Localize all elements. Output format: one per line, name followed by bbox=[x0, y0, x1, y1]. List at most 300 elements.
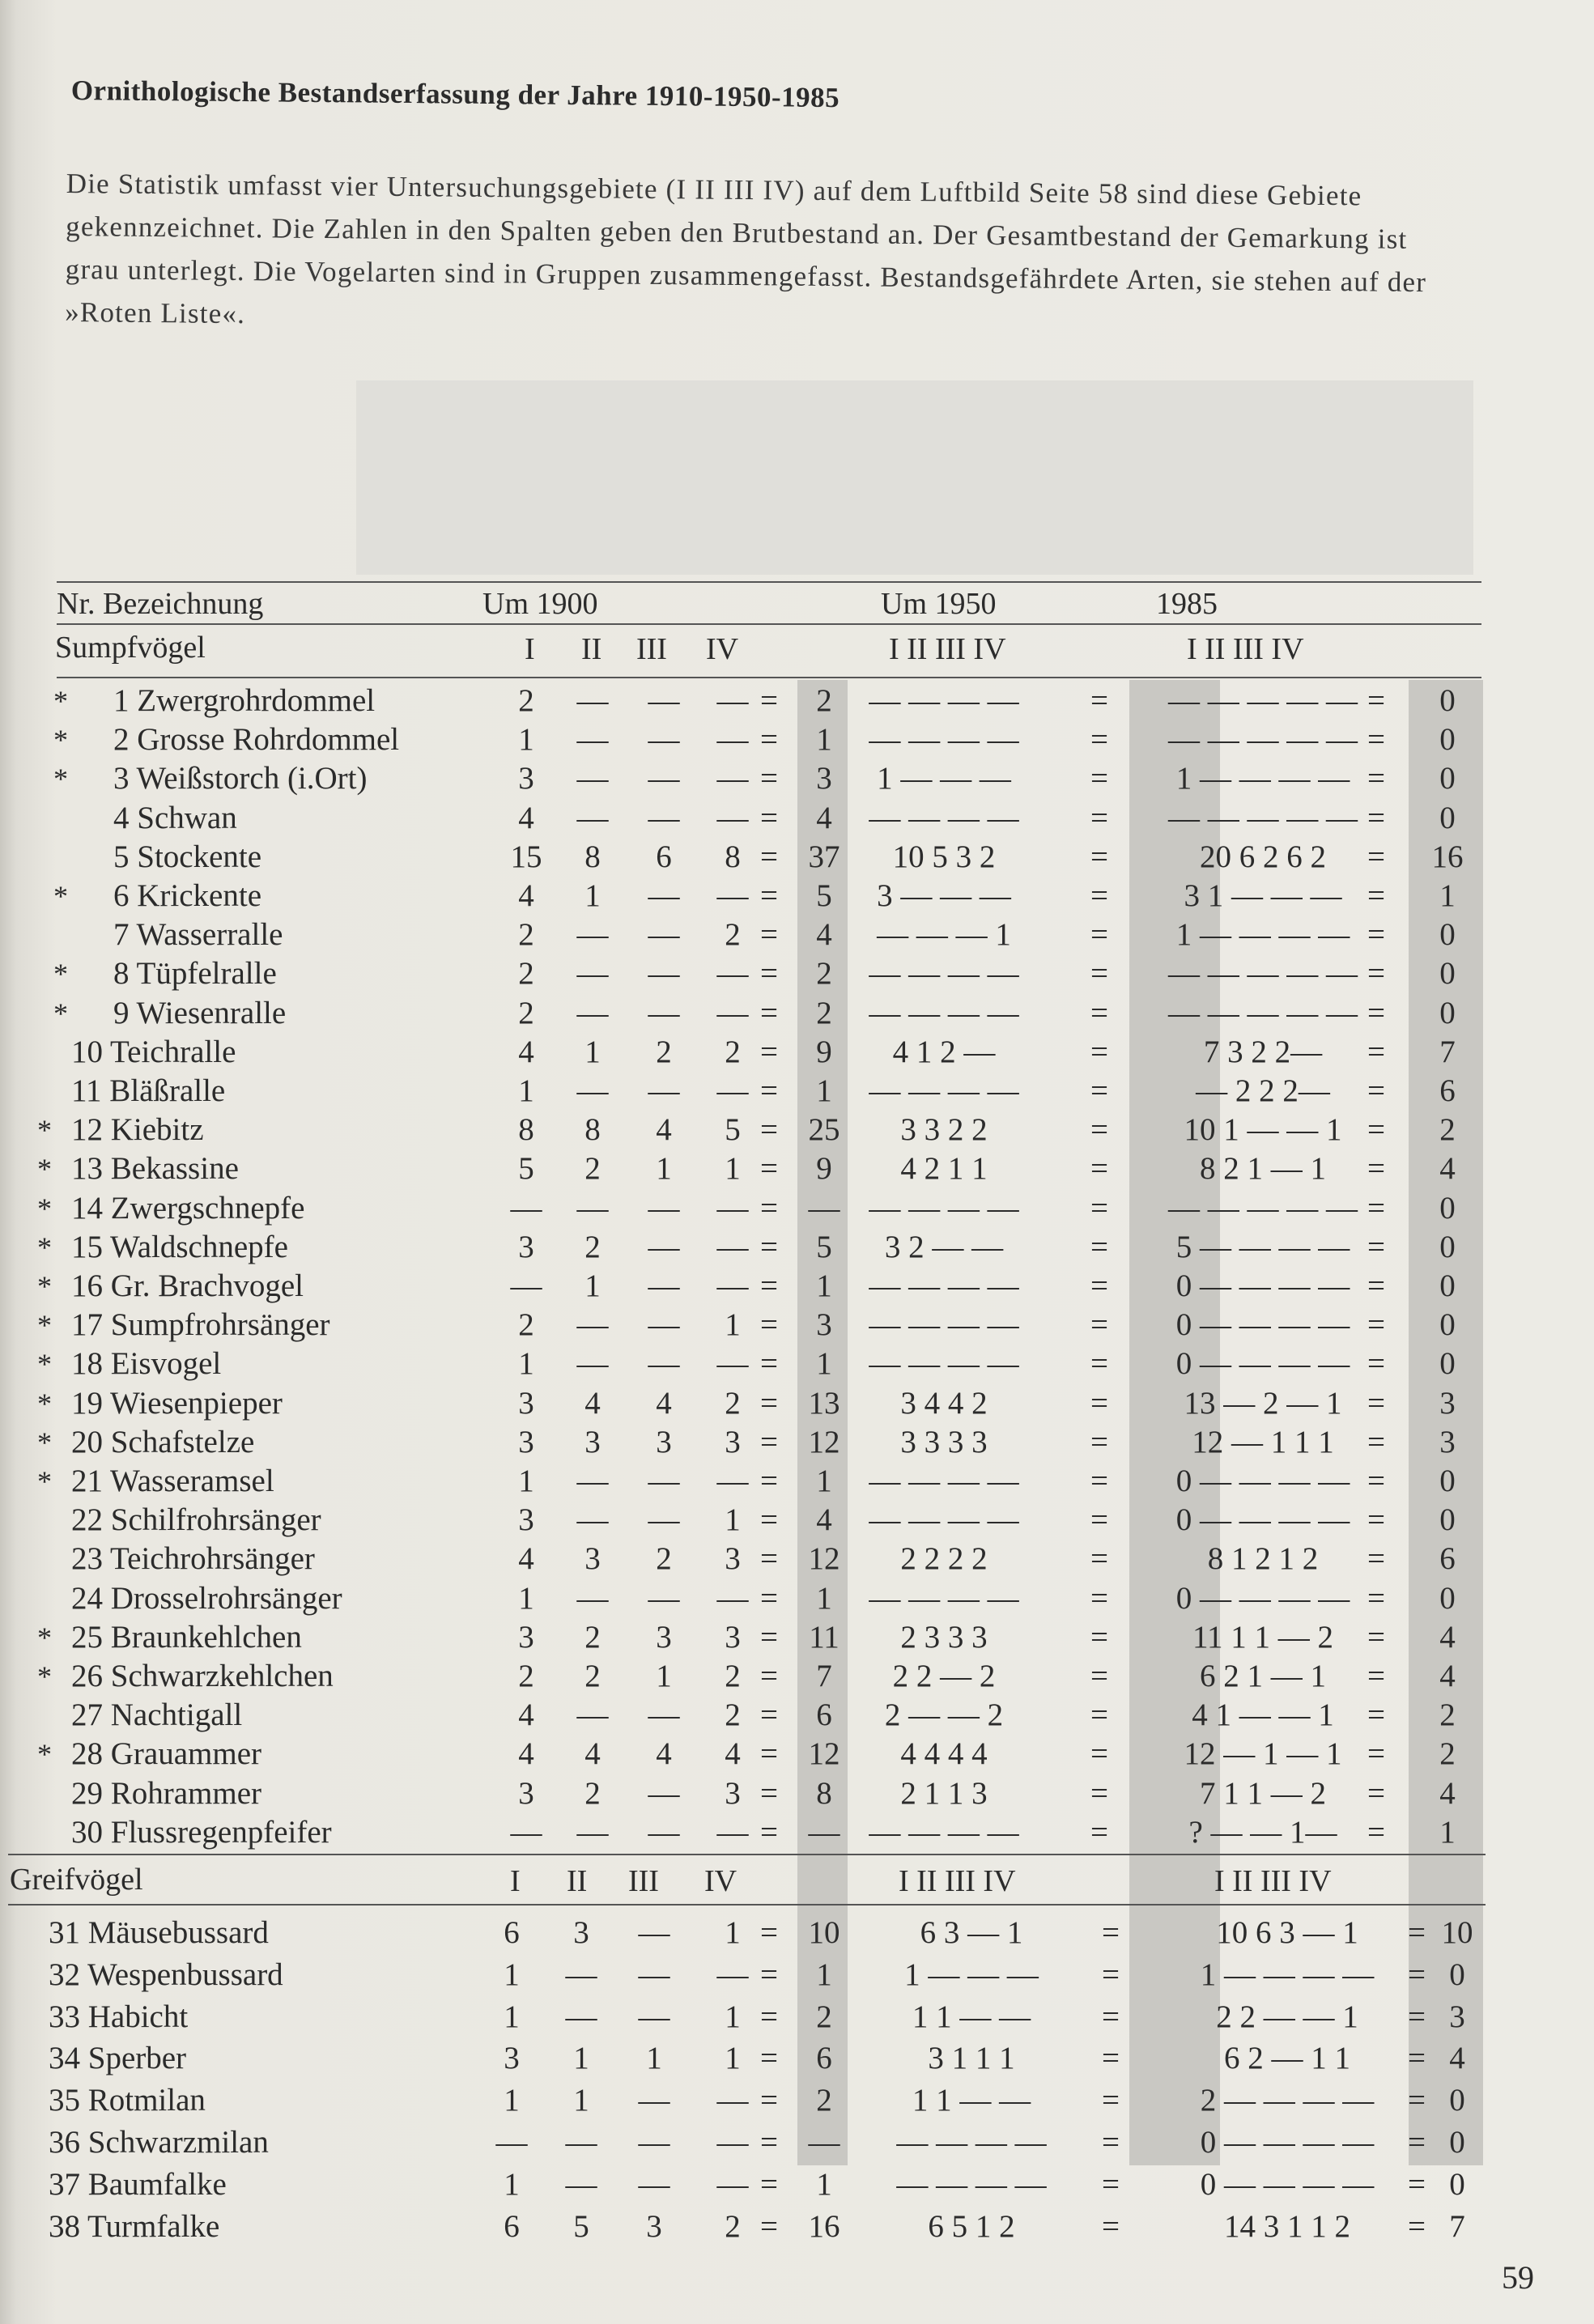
table-row bbox=[0, 1345, 1594, 1383]
count-1900: — bbox=[716, 995, 749, 1030]
species-name: 25 Braunkehlchen bbox=[71, 1619, 302, 1655]
table-row bbox=[0, 1384, 1594, 1423]
counts-1985: 0 — — — — bbox=[1175, 1268, 1350, 1303]
total-1900: 3 bbox=[816, 1307, 832, 1343]
counts-1985: 5 — — — — bbox=[1175, 1229, 1350, 1264]
table-row bbox=[0, 1914, 1594, 1952]
total-1985: 10 bbox=[1441, 1915, 1473, 1950]
counts-1950: 6 5 1 2 bbox=[928, 2208, 1015, 2244]
table-row bbox=[0, 1228, 1594, 1267]
total-1900: 1 bbox=[816, 2166, 832, 2202]
total-1985: 2 bbox=[1439, 1697, 1456, 1733]
count-1900: — bbox=[576, 1190, 609, 1226]
equals-sign: = bbox=[760, 1580, 778, 1616]
total-1985: 0 bbox=[1439, 800, 1456, 835]
total-1985: 0 bbox=[1449, 2166, 1465, 2202]
count-1900: 1 bbox=[584, 1034, 601, 1069]
total-1985: 0 bbox=[1439, 1307, 1456, 1343]
count-1900: — bbox=[716, 956, 749, 992]
count-1900: 1 bbox=[518, 1346, 534, 1382]
count-1900: 3 bbox=[584, 1541, 601, 1577]
table-row bbox=[0, 799, 1594, 838]
equals-sign: = bbox=[1367, 1619, 1385, 1655]
count-1900: — bbox=[716, 878, 749, 913]
counts-1950: 4 2 1 1 bbox=[900, 1151, 988, 1187]
count-1900: — bbox=[510, 1268, 542, 1303]
counts-1950: — — — — bbox=[869, 722, 1019, 758]
count-1900: — bbox=[576, 1464, 609, 1498]
count-1900: 6 bbox=[504, 2208, 520, 2244]
total-1900: 4 bbox=[816, 917, 832, 953]
counts-1985: 7 3 2 2— bbox=[1203, 1034, 1323, 1069]
species-name: 35 Rotmilan bbox=[49, 2083, 206, 2118]
count-1900: — bbox=[716, 1073, 749, 1108]
count-1900: — bbox=[565, 1999, 597, 2034]
total-1900: — bbox=[808, 1814, 840, 1850]
counts-1985: 13 — 2 — 1 bbox=[1184, 1385, 1342, 1421]
count-1900: — bbox=[576, 1697, 609, 1733]
group-rule-top bbox=[8, 1854, 1486, 1855]
table-row bbox=[0, 1111, 1594, 1149]
count-1900: 4 bbox=[656, 1112, 672, 1148]
total-1900: 12 bbox=[808, 1736, 840, 1772]
counts-1985: 11 1 1 — 2 bbox=[1192, 1619, 1334, 1655]
total-1985: 0 bbox=[1439, 1580, 1456, 1616]
count-1900: 2 bbox=[518, 956, 534, 992]
count-1900: 1 bbox=[656, 1151, 672, 1187]
counts-1950: — — — — bbox=[869, 1502, 1019, 1538]
total-1985: 16 bbox=[1431, 839, 1464, 874]
count-1900: — bbox=[716, 722, 749, 758]
count-1900: — bbox=[576, 995, 609, 1030]
total-1900: 9 bbox=[816, 1034, 832, 1069]
species-name: 29 Rohrammer bbox=[71, 1775, 262, 1811]
counts-1950: — — — — bbox=[869, 1190, 1019, 1226]
total-1900: 4 bbox=[816, 1502, 832, 1538]
equals-sign: = bbox=[1090, 1619, 1108, 1655]
count-1900: 4 bbox=[725, 1736, 741, 1772]
equals-sign: = bbox=[760, 1190, 778, 1226]
table-row bbox=[0, 1956, 1594, 1995]
red-list-marker: * bbox=[53, 958, 68, 991]
species-name: 11 Bläßralle bbox=[71, 1073, 226, 1108]
counts-1950: 1 1 — — bbox=[912, 1999, 1031, 2034]
equals-sign: = bbox=[1090, 1073, 1108, 1108]
total-1900: — bbox=[808, 2125, 840, 2160]
equals-sign: = bbox=[1408, 1999, 1426, 2034]
count-1900: 3 bbox=[573, 1915, 589, 1950]
equals-sign: = bbox=[760, 722, 778, 758]
equals-sign: = bbox=[1090, 878, 1108, 913]
counts-1985: 20 6 2 6 2 bbox=[1200, 839, 1326, 874]
equals-sign: = bbox=[760, 1229, 778, 1264]
count-1900: 1 bbox=[504, 1999, 520, 2034]
count-1900: — bbox=[716, 761, 749, 797]
total-1900: 2 bbox=[816, 995, 832, 1030]
table-row bbox=[0, 916, 1594, 954]
total-1985: 0 bbox=[1439, 1190, 1456, 1226]
equals-sign: = bbox=[1090, 1268, 1108, 1303]
intro-paragraph: Die Statistik umfasst vier Untersuchungsgebiete (I II III IV) auf dem Luftbild Seite 58 sind diese Gebiete gekennzeichnet. Die Zahlen in den Spalten geben den Brutbestand an. Der Gesamtbestand der Gemarkung ist grau unterlegt. Die Vogelarten sind in Gruppen zusammengefasst. Bestandsgefährdete Arten, sie stehen auf der »Roten Liste«. bbox=[65, 167, 1427, 330]
area-header: III bbox=[636, 632, 667, 666]
equals-sign: = bbox=[1367, 800, 1385, 835]
total-1985: 0 bbox=[1439, 1229, 1456, 1264]
counts-1950: 1 — — — bbox=[877, 761, 1011, 797]
count-1900: 2 bbox=[725, 1697, 741, 1733]
area-header-1950: I II III IV bbox=[889, 632, 1006, 666]
table-row bbox=[0, 1149, 1594, 1188]
count-1900: 8 bbox=[725, 839, 741, 874]
count-1900: 2 bbox=[725, 1034, 741, 1069]
count-1900: — bbox=[576, 1580, 609, 1616]
equals-sign: = bbox=[760, 1541, 778, 1577]
table-row bbox=[0, 1618, 1594, 1657]
equals-sign: = bbox=[1367, 1464, 1385, 1498]
red-list-marker: * bbox=[53, 996, 68, 1030]
table-row bbox=[0, 1501, 1594, 1540]
species-name: 4 Schwan bbox=[113, 800, 237, 835]
equals-sign: = bbox=[1090, 1385, 1108, 1421]
count-1900: 4 bbox=[656, 1736, 672, 1772]
equals-sign: = bbox=[760, 761, 778, 797]
total-1900: 16 bbox=[808, 2208, 840, 2244]
table-row bbox=[0, 1579, 1594, 1618]
counts-1985: — — — — — bbox=[1168, 800, 1358, 835]
red-list-marker: * bbox=[37, 1387, 52, 1420]
count-1900: — bbox=[716, 1814, 749, 1850]
table-row bbox=[0, 1696, 1594, 1735]
count-1900: — bbox=[638, 1999, 670, 2034]
count-1900: 6 bbox=[656, 839, 672, 874]
count-1900: 2 bbox=[725, 2208, 741, 2244]
equals-sign: = bbox=[1367, 1502, 1385, 1538]
equals-sign: = bbox=[1090, 761, 1108, 797]
equals-sign: = bbox=[1090, 1502, 1108, 1538]
species-name: 14 Zwergschnepfe bbox=[71, 1190, 305, 1226]
counts-1950: — — — — bbox=[869, 683, 1019, 718]
counts-1985: 0 — — — — bbox=[1175, 1580, 1350, 1616]
red-list-marker: * bbox=[37, 1738, 52, 1771]
counts-1985: 10 6 3 — 1 bbox=[1216, 1915, 1358, 1950]
equals-sign: = bbox=[1090, 800, 1108, 835]
equals-sign: = bbox=[1408, 1915, 1426, 1950]
count-1900: 5 bbox=[725, 1112, 741, 1148]
count-1900: 2 bbox=[656, 1541, 672, 1577]
red-list-marker: * bbox=[53, 880, 68, 912]
counts-1985: 12 — 1 1 1 bbox=[1192, 1424, 1334, 1459]
total-1900: 8 bbox=[816, 1775, 832, 1811]
count-1900: — bbox=[576, 722, 609, 758]
equals-sign: = bbox=[1102, 2166, 1120, 2202]
total-1900: — bbox=[808, 1190, 840, 1226]
count-1900: 1 bbox=[584, 878, 601, 913]
equals-sign: = bbox=[760, 1775, 778, 1811]
count-1900: — bbox=[565, 2125, 597, 2160]
table-row bbox=[0, 1072, 1594, 1111]
counts-1985: 4 1 — — 1 bbox=[1192, 1697, 1334, 1733]
count-1900: 3 bbox=[725, 1424, 741, 1459]
counts-1985: — 2 2 2— bbox=[1196, 1073, 1330, 1108]
total-1985: 0 bbox=[1439, 995, 1456, 1030]
count-1900: 2 bbox=[656, 1034, 672, 1069]
total-1985: 0 bbox=[1449, 2083, 1465, 2118]
equals-sign: = bbox=[1090, 1736, 1108, 1772]
equals-sign: = bbox=[1102, 2208, 1120, 2244]
species-name: 24 Drosselrohrsänger bbox=[71, 1580, 342, 1616]
count-1900: 1 bbox=[504, 2083, 520, 2118]
total-1900: 1 bbox=[816, 1073, 832, 1108]
species-name: 19 Wiesenpieper bbox=[71, 1385, 283, 1421]
equals-sign: = bbox=[1408, 2166, 1426, 2202]
count-1900: 2 bbox=[518, 1659, 534, 1693]
counts-1950: 3 1 1 1 bbox=[928, 2041, 1015, 2076]
species-name: 8 Tüpfelralle bbox=[113, 956, 277, 992]
area-header: I bbox=[510, 1864, 521, 1898]
count-1900: 2 bbox=[518, 683, 534, 718]
equals-sign: = bbox=[1090, 1229, 1108, 1264]
equals-sign: = bbox=[1090, 1580, 1108, 1616]
counts-1985: 1 — — — — bbox=[1175, 917, 1350, 953]
count-1900: 3 bbox=[518, 1424, 534, 1459]
table-row bbox=[0, 1423, 1594, 1462]
count-1900: 1 bbox=[518, 1073, 534, 1108]
count-1900: 1 bbox=[504, 2166, 520, 2202]
counts-1985: 0 — — — — bbox=[1175, 1464, 1350, 1498]
counts-1950: 1 1 — — bbox=[912, 2083, 1031, 2118]
equals-sign: = bbox=[1090, 917, 1108, 953]
count-1900: — bbox=[716, 800, 749, 835]
total-1900: 4 bbox=[816, 800, 832, 835]
species-name: 38 Turmfalke bbox=[49, 2208, 220, 2244]
species-name: 28 Grauammer bbox=[71, 1736, 261, 1772]
count-1900: 5 bbox=[573, 2208, 589, 2244]
equals-sign: = bbox=[1367, 1229, 1385, 1264]
equals-sign: = bbox=[1090, 1697, 1108, 1733]
count-1900: 1 bbox=[504, 1956, 520, 1992]
species-name: 13 Bekassine bbox=[71, 1151, 239, 1187]
equals-sign: = bbox=[760, 1915, 778, 1950]
counts-1950: — — — — bbox=[869, 1814, 1019, 1850]
count-1900: 3 bbox=[504, 2041, 520, 2076]
total-1985: 4 bbox=[1439, 1775, 1456, 1811]
count-1900: — bbox=[576, 800, 609, 835]
equals-sign: = bbox=[1102, 2041, 1120, 2076]
species-name: 10 Teichralle bbox=[71, 1034, 236, 1069]
equals-sign: = bbox=[760, 1034, 778, 1069]
counts-1950: — — — — bbox=[869, 1073, 1019, 1108]
page-title: Ornithologische Bestandserfassung der Jahre 1910-1950-1985 bbox=[70, 74, 840, 114]
counts-1950: — — — — bbox=[869, 1580, 1019, 1616]
table-row bbox=[0, 1189, 1594, 1228]
counts-1950: — — — — bbox=[869, 956, 1019, 992]
total-1985: 2 bbox=[1439, 1736, 1456, 1772]
total-1985: 0 bbox=[1439, 1502, 1456, 1538]
species-name: 5 Stockente bbox=[113, 839, 262, 874]
equals-sign: = bbox=[1408, 1956, 1426, 1992]
count-1900: — bbox=[648, 956, 680, 992]
species-name: 15 Waldschnepfe bbox=[71, 1229, 288, 1264]
equals-sign: = bbox=[1090, 1346, 1108, 1382]
equals-sign: = bbox=[760, 2125, 778, 2160]
total-1900: 9 bbox=[816, 1151, 832, 1187]
table-row bbox=[0, 1462, 1594, 1501]
equals-sign: = bbox=[1102, 1915, 1120, 1950]
count-1900: — bbox=[648, 1814, 680, 1850]
counts-1950: 2 2 — 2 bbox=[892, 1659, 996, 1693]
count-1900: — bbox=[716, 2083, 749, 2118]
counts-1985: 1 — — — — bbox=[1200, 1956, 1375, 1992]
equals-sign: = bbox=[1367, 1307, 1385, 1343]
equals-sign: = bbox=[1090, 1151, 1108, 1187]
count-1900: 3 bbox=[584, 1424, 601, 1459]
total-1985: 0 bbox=[1439, 956, 1456, 992]
counts-1985: 12 — 1 — 1 bbox=[1184, 1736, 1342, 1772]
equals-sign: = bbox=[1102, 1999, 1120, 2034]
species-name: 7 Wasserralle bbox=[113, 917, 283, 953]
count-1900: 2 bbox=[584, 1151, 601, 1187]
species-name: 18 Eisvogel bbox=[71, 1346, 222, 1382]
table-row bbox=[0, 1267, 1594, 1306]
counts-1985: — — — — — bbox=[1168, 956, 1358, 992]
count-1900: — bbox=[638, 2166, 670, 2202]
total-1985: 2 bbox=[1439, 1112, 1456, 1148]
count-1900: 4 bbox=[518, 1697, 534, 1733]
count-1900: 2 bbox=[725, 1385, 741, 1421]
count-1900: 3 bbox=[518, 1502, 534, 1538]
equals-sign: = bbox=[1367, 1190, 1385, 1226]
total-1900: 2 bbox=[816, 1999, 832, 2034]
equals-sign: = bbox=[760, 1346, 778, 1382]
counts-1985: 6 2 — 1 1 bbox=[1224, 2041, 1350, 2076]
table-row bbox=[0, 994, 1594, 1033]
table-row bbox=[0, 1735, 1594, 1774]
count-1900: 4 bbox=[518, 1736, 534, 1772]
equals-sign: = bbox=[760, 1151, 778, 1187]
equals-sign: = bbox=[1367, 839, 1385, 874]
total-1985: 0 bbox=[1439, 1268, 1456, 1303]
count-1900: 3 bbox=[725, 1775, 741, 1811]
species-name: 33 Habicht bbox=[49, 1999, 189, 2034]
red-list-marker: * bbox=[37, 1192, 52, 1225]
equals-sign: = bbox=[1090, 1034, 1108, 1069]
count-1900: 1 bbox=[725, 1151, 741, 1187]
count-1900: — bbox=[576, 1814, 609, 1850]
total-1985: 0 bbox=[1449, 1956, 1465, 1992]
col-header-1900: Um 1900 bbox=[482, 587, 598, 621]
equals-sign: = bbox=[1367, 1659, 1385, 1693]
red-list-marker: * bbox=[37, 1660, 52, 1693]
count-1900: 1 bbox=[573, 2083, 589, 2118]
total-1985: 0 bbox=[1439, 683, 1456, 718]
count-1900: — bbox=[648, 1229, 680, 1264]
equals-sign: = bbox=[760, 1464, 778, 1498]
counts-1950: 2 — — 2 bbox=[884, 1697, 1004, 1733]
counts-1950: — — — — bbox=[896, 2125, 1047, 2160]
species-name: 21 Wasseramsel bbox=[71, 1464, 274, 1498]
count-1900: — bbox=[648, 1346, 680, 1382]
area-header: III bbox=[628, 1864, 659, 1898]
counts-1950: — — — 1 bbox=[877, 917, 1011, 953]
species-name: 36 Schwarzmilan bbox=[49, 2125, 269, 2160]
count-1900: 3 bbox=[518, 1229, 534, 1264]
equals-sign: = bbox=[1090, 1190, 1108, 1226]
equals-sign: = bbox=[1090, 1464, 1108, 1498]
equals-sign: = bbox=[760, 2208, 778, 2244]
species-name: 31 Mäusebussard bbox=[49, 1915, 269, 1950]
total-1900: 1 bbox=[816, 1580, 832, 1616]
total-1900: 2 bbox=[816, 2083, 832, 2118]
count-1900: 2 bbox=[584, 1775, 601, 1811]
count-1900: — bbox=[638, 2083, 670, 2118]
total-1985: 1 bbox=[1439, 1814, 1456, 1850]
equals-sign: = bbox=[760, 683, 778, 718]
area-header: IV bbox=[704, 1864, 737, 1898]
table-row bbox=[0, 2123, 1594, 2162]
count-1900: 1 bbox=[656, 1659, 672, 1693]
species-name: 6 Krickente bbox=[113, 878, 262, 913]
count-1900: — bbox=[565, 2166, 597, 2202]
top-rule bbox=[57, 581, 1481, 583]
count-1900: — bbox=[648, 917, 680, 953]
total-1985: 3 bbox=[1449, 1999, 1465, 2034]
equals-sign: = bbox=[1090, 1814, 1108, 1850]
count-1900: — bbox=[576, 1346, 609, 1382]
total-1985: 6 bbox=[1439, 1073, 1456, 1108]
total-1900: 1 bbox=[816, 1956, 832, 1992]
equals-sign: = bbox=[1367, 1580, 1385, 1616]
equals-sign: = bbox=[760, 1073, 778, 1108]
counts-1985: 2 2 — — 1 bbox=[1216, 1999, 1358, 2034]
table-row bbox=[0, 1306, 1594, 1345]
count-1900: — bbox=[716, 1346, 749, 1382]
counts-1950: 1 — — — bbox=[904, 1956, 1039, 1992]
total-1900: 7 bbox=[816, 1659, 832, 1693]
counts-1950: 2 1 1 3 bbox=[900, 1775, 988, 1811]
total-1900: 25 bbox=[808, 1112, 840, 1148]
count-1900: — bbox=[576, 761, 609, 797]
equals-sign: = bbox=[760, 1385, 778, 1421]
counts-1950: — — — — bbox=[869, 1307, 1019, 1343]
count-1900: — bbox=[648, 683, 680, 718]
equals-sign: = bbox=[760, 1659, 778, 1693]
counts-1985: 0 — — — — bbox=[1200, 2125, 1375, 2160]
equals-sign: = bbox=[1408, 2125, 1426, 2160]
total-1900: 1 bbox=[816, 1346, 832, 1382]
count-1900: 8 bbox=[518, 1112, 534, 1148]
col-header-1950: Um 1950 bbox=[881, 587, 997, 621]
area-header-1985: I II III IV bbox=[1187, 632, 1304, 666]
count-1900: — bbox=[510, 1190, 542, 1226]
count-1900: 15 bbox=[510, 839, 542, 874]
species-name: 34 Sperber bbox=[49, 2041, 187, 2076]
counts-1950: 2 3 3 3 bbox=[900, 1619, 988, 1655]
equals-sign: = bbox=[1367, 1112, 1385, 1148]
equals-sign: = bbox=[760, 2166, 778, 2202]
equals-sign: = bbox=[760, 1424, 778, 1459]
counts-1985: 0 — — — — bbox=[1175, 1346, 1350, 1382]
equals-sign: = bbox=[1367, 1541, 1385, 1577]
total-1985: 7 bbox=[1439, 1034, 1456, 1069]
count-1900: 3 bbox=[725, 1619, 741, 1655]
count-1900: — bbox=[716, 1580, 749, 1616]
equals-sign: = bbox=[1367, 1697, 1385, 1733]
equals-sign: = bbox=[1090, 1659, 1108, 1693]
table-row bbox=[0, 1540, 1594, 1578]
counts-1950: 4 4 4 4 bbox=[900, 1736, 988, 1772]
equals-sign: = bbox=[760, 1619, 778, 1655]
table-row bbox=[0, 682, 1594, 720]
equals-sign: = bbox=[760, 1956, 778, 1992]
